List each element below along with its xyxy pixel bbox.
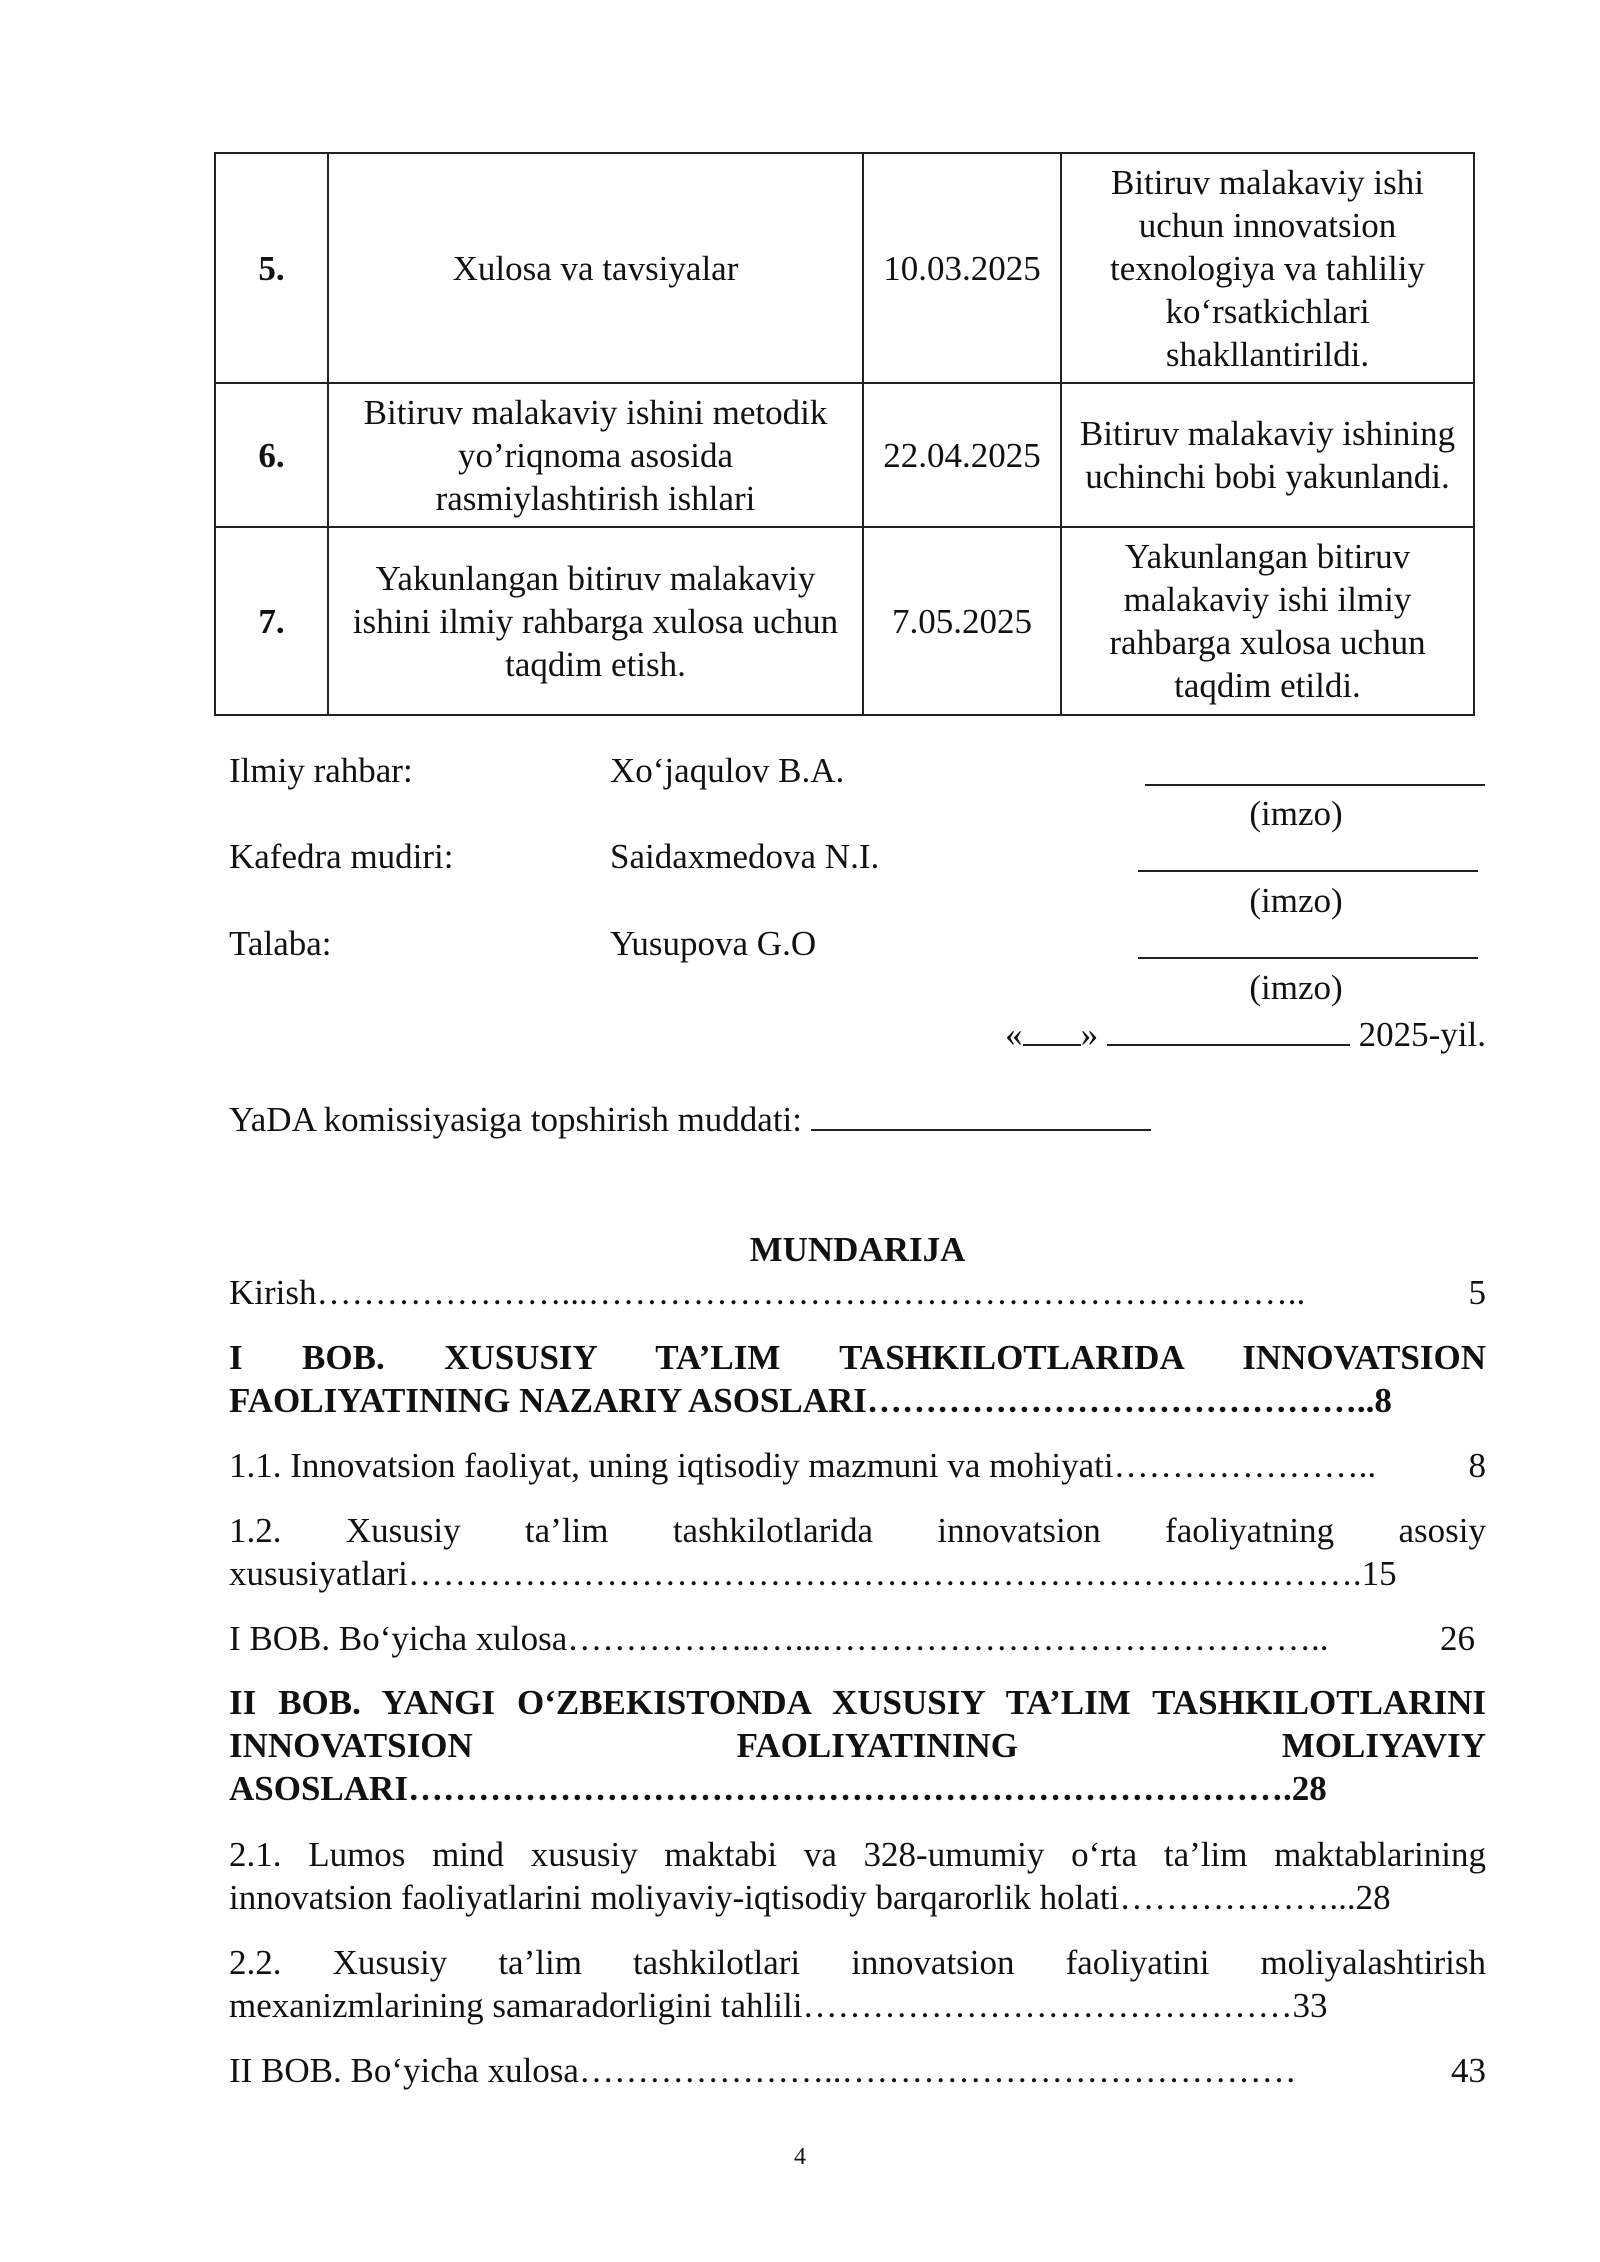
toc-page-number: 8 [1468, 1446, 1486, 1485]
supervisor-name: Xoʻjaqulov B.A. [610, 751, 845, 790]
toc-entry-section-2-1: 2.1. Lumos mind xususiy maktabi va 328-umumiy oʻrta ta’lim maktablarining innovatsion faoliyatlarini moliyaviy-iqtisodiy barqarorlik holati………………...28 [229, 1835, 1486, 1917]
department-head-label: Kafedra mudiri: [229, 837, 454, 876]
toc-entry-intro [229, 1271, 1486, 1314]
student-name: Yusupova G.O [610, 924, 817, 963]
department-head-name: Saidaxmedova N.I. [610, 837, 880, 876]
table-row [215, 527, 1474, 715]
supervisor-signature-line [1145, 784, 1485, 786]
toc-entry-section-1-2: 1.2. Xususiy ta’lim tashkilotlarida innovatsion faoliyatning asosiy xususiyatlari……………………………………………………………………….15 [229, 1511, 1486, 1593]
student-signature-note: (imzo) [1249, 968, 1343, 1007]
month-blank [1107, 1014, 1350, 1046]
row-date: 10.03.2025 [863, 153, 1061, 383]
row-result: Yakunlangan bitiruv malakaviy ishi ilmiy rahbarga xulosa uchun taqdim etildi. [1061, 527, 1474, 715]
submission-deadline [229, 1098, 1151, 1141]
page-number: 4 [794, 2144, 806, 2170]
supervisor-label: Ilmiy rahbar: [229, 751, 413, 790]
toc-leader: …………………...…………………………………………………….. [316, 1273, 1306, 1312]
row-result: Bitiruv malakaviy ishining uchinchi bobi yakunlandi. [1061, 383, 1474, 527]
date-close-quote: » [1080, 1015, 1099, 1054]
date-line [1005, 1013, 1486, 1056]
toc-entry-chapter-1: I BOB. XUSUSIY TA’LIM TASHKILOTLARIDA INNOVATSION FAOLIYATINING NAZARIY ASOSLARI……………………………………..8 [229, 1338, 1486, 1420]
contents-title: MUNDARIJA [749, 1230, 966, 1269]
toc-leader: …………………..………………………………… [578, 2051, 1297, 2090]
toc-entry-text: I BOB. Boʻyicha xulosa [229, 1619, 568, 1658]
submission-label: YaDA komissiyasiga topshirish muddati: [229, 1100, 803, 1139]
row-result: Bitiruv malakaviy ishi uchun innovatsion texnologiya va tahliliy koʻrsatkichlari shakllantirildi. [1061, 153, 1474, 383]
toc-page-number: 43 [1451, 2051, 1486, 2090]
supervisor-signature-note: (imzo) [1249, 794, 1343, 833]
toc-page-number: 26 [1440, 1619, 1475, 1658]
toc-entry-text: II BOB. Boʻyicha xulosa [229, 2051, 579, 2090]
toc-entry-text: Kirish [229, 1273, 317, 1312]
toc-entry-section-1-1 [229, 1444, 1486, 1487]
day-blank [1023, 1014, 1081, 1046]
toc-entry-chapter-2-summary [229, 2049, 1486, 2092]
toc-entry-chapter-2: II BOB. YANGI OʻZBEKISTONDA XUSUSIY TA’LIM TASHKILOTLARINI INNOVATSION FAOLIYATINING MOLIYAVIY ASOSLARI………………………………………………………………….28 [229, 1683, 1486, 1808]
toc-entry-chapter-1-summary [229, 1617, 1486, 1660]
row-number: 6. [215, 383, 328, 527]
toc-entry-section-2-2: 2.2. Xususiy ta’lim tashkilotlari innovatsion faoliyatini moliyalashtirish mexanizmlarining samaradorligini tahlili……………………………………33 [229, 1943, 1486, 2025]
department-head-signature-line [1138, 870, 1478, 872]
student-signature-line [1138, 957, 1478, 959]
date-open-quote: « [1005, 1015, 1023, 1054]
student-label: Talaba: [229, 924, 332, 963]
row-task: Xulosa va tavsiyalar [328, 153, 863, 383]
department-head-signature-note: (imzo) [1249, 881, 1343, 920]
table-row [215, 153, 1474, 383]
toc-page-number: 5 [1468, 1273, 1486, 1312]
row-task: Bitiruv malakaviy ishini metodik yo’riqnoma asosida rasmiylashtirish ishlari [328, 383, 863, 527]
toc-leader: ………………….. [1113, 1446, 1377, 1485]
toc-entry-text: 1.1. Innovatsion faoliyat, uning iqtisodiy mazmuni va mohiyati [229, 1446, 1114, 1485]
row-date: 22.04.2025 [863, 383, 1061, 527]
row-number: 5. [215, 153, 328, 383]
row-date: 7.05.2025 [863, 527, 1061, 715]
row-number: 7. [215, 527, 328, 715]
row-task: Yakunlangan bitiruv malakaviy ishini ilmiy rahbarga xulosa uchun taqdim etish. [328, 527, 863, 715]
schedule-table [214, 152, 1475, 716]
date-year: 2025-yil. [1358, 1015, 1486, 1054]
toc-leader: ……………..…...…………………………………….. [567, 1619, 1329, 1658]
table-row [215, 383, 1474, 527]
submission-blank [811, 1099, 1151, 1131]
